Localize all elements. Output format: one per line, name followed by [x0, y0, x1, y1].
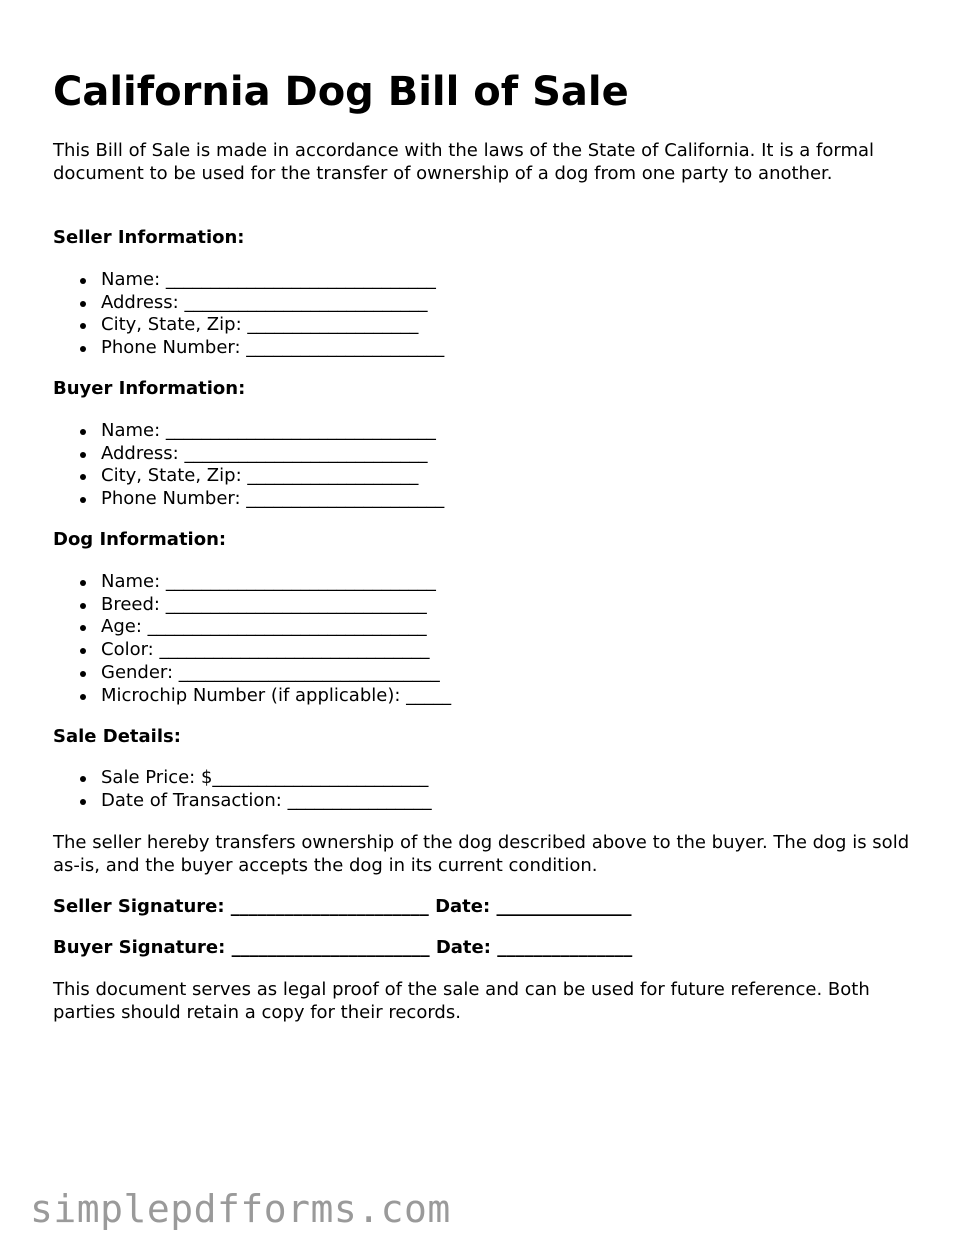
- buyer-city-state-zip-field[interactable]: City, State, Zip: ___________________: [53, 465, 444, 488]
- seller-city-state-zip-field[interactable]: City, State, Zip: ___________________: [53, 314, 444, 337]
- transaction-date-field[interactable]: Date of Transaction: ________________: [53, 790, 432, 813]
- dog-field-list: [53, 571, 451, 707]
- buyer-name-field[interactable]: Name: ______________________________: [53, 420, 444, 443]
- seller-field-list: [53, 269, 444, 360]
- transfer-statement: The seller hereby transfers ownership of the dog described above to the buyer. The dog is sold as-is, and the buyer accepts the dog in its current condition.: [53, 832, 910, 876]
- buyer-heading: Buyer Information:: [53, 378, 246, 399]
- buyer-phone-field[interactable]: Phone Number: ______________________: [53, 488, 444, 511]
- dog-gender-field[interactable]: Gender: _____________________________: [53, 662, 451, 685]
- seller-name-field[interactable]: Name: ______________________________: [53, 269, 444, 292]
- seller-phone-field[interactable]: Phone Number: ______________________: [53, 337, 444, 360]
- dog-color-field[interactable]: Color: ______________________________: [53, 639, 451, 662]
- buyer-address-field[interactable]: Address: ___________________________: [53, 443, 444, 466]
- watermark-logo: simplepdfforms.com: [30, 1187, 451, 1231]
- intro-paragraph: This Bill of Sale is made in accordance with the laws of the State of California. It is a formal document to be used for the transfer of ownership of a dog from one party to another.: [53, 140, 875, 184]
- buyer-field-list: [53, 420, 444, 511]
- dog-name-field[interactable]: Name: ______________________________: [53, 571, 451, 594]
- seller-signature-line[interactable]: Seller Signature: ______________________ Date: _______________: [53, 896, 632, 917]
- dog-microchip-field[interactable]: Microchip Number (if applicable): _____: [53, 685, 451, 708]
- seller-heading: Seller Information:: [53, 227, 245, 248]
- document-title: California Dog Bill of Sale: [53, 69, 629, 115]
- seller-address-field[interactable]: Address: ___________________________: [53, 292, 444, 315]
- dog-heading: Dog Information:: [53, 529, 227, 550]
- closing-paragraph: This document serves as legal proof of the sale and can be used for future reference. Both parties should retain a copy for their records.: [53, 979, 870, 1023]
- buyer-signature-line[interactable]: Buyer Signature: ______________________ Date: _______________: [53, 937, 633, 958]
- sale-heading: Sale Details:: [53, 726, 181, 747]
- dog-age-field[interactable]: Age: _______________________________: [53, 616, 451, 639]
- sale-price-field[interactable]: Sale Price: $________________________: [53, 767, 432, 790]
- dog-breed-field[interactable]: Breed: _____________________________: [53, 594, 451, 617]
- sale-field-list: [53, 767, 432, 812]
